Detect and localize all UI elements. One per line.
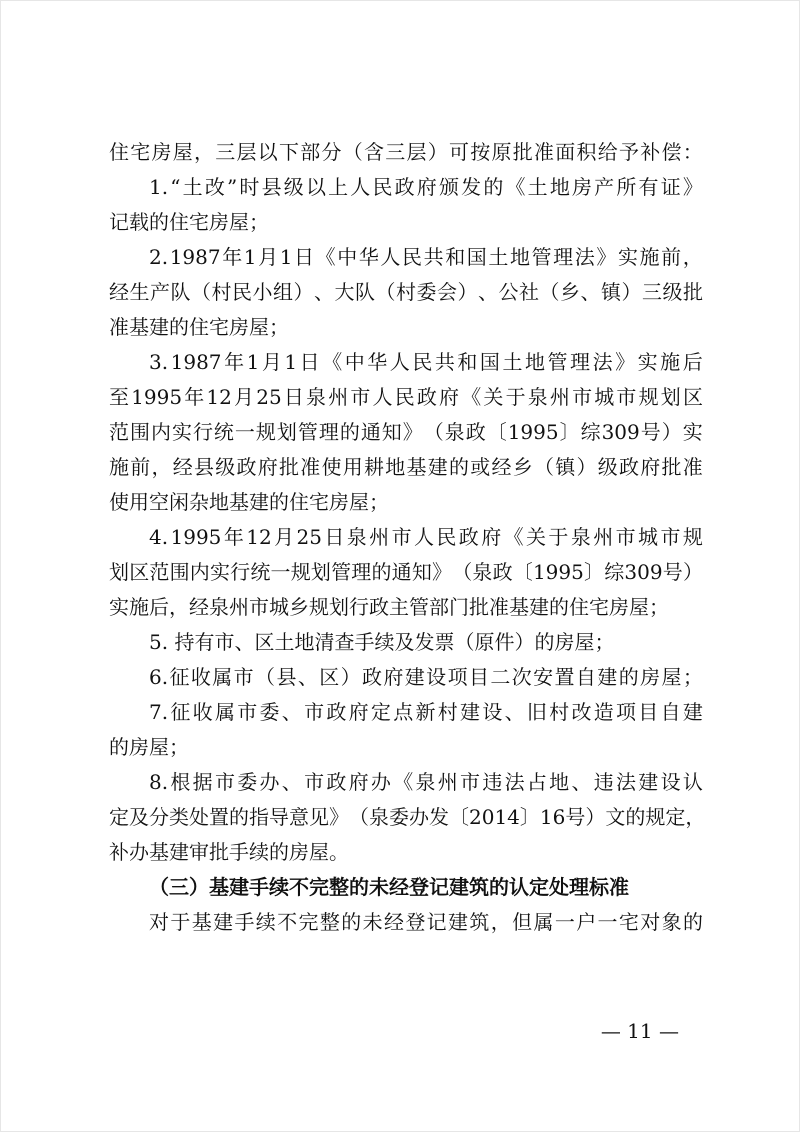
- body-text-line: 记载的住宅房屋；: [109, 210, 269, 234]
- body-text-line: 至 1995 年 12 月 25 日 泉 州 市 人 民 政 府 《 关 于 泉 州 市 城 市 规 划 区: [109, 385, 703, 409]
- body-text-line: 3. 1987 年 1 月 1 日 《 中 华 人 民 共 和 国 土 地 管 理 法 》 实 施 后: [149, 350, 703, 374]
- page-number: — 11 —: [600, 1019, 679, 1043]
- body-text-line: 定 及 分 类 处 置 的 指 导 意 见 》 （ 泉 委 办 发 〔 2014 〕 16 号 ） 文 的 规 定 ，: [109, 805, 706, 829]
- body-text-line: 对 于 基 建 手 续 不 完 整 的 未 经 登 记 建 筑 ， 但 属 一 户 一 宅 对 象 的: [149, 910, 703, 934]
- body-text-line: 范 围 内 实 行 统 一 规 划 管 理 的 通 知 》 （ 泉 政 〔 1995 〕 综 309 号 ） 实: [109, 420, 703, 444]
- document-body: [109, 135, 706, 940]
- body-text-line: 6. 征 收 属 市 （ 县 、 区 ） 政 府 建 设 项 目 二 次 安 置 自 建 的 房 屋 ；: [149, 665, 703, 689]
- body-text-line: 的房屋；: [109, 735, 189, 759]
- body-text-line: 使用空闲杂地基建的住宅房屋；: [109, 490, 389, 514]
- body-text-line: 经 生 产 队 （ 村 民 小 组 ） 、 大 队 （ 村 委 会 ） 、 公 社 （ 乡 、 镇 ） 三 级 批: [109, 280, 703, 304]
- body-text-line: 准基建的住宅房屋；: [109, 315, 289, 339]
- body-text-line: 8. 根 据 市 委 办 、 市 政 府 办 《 泉 州 市 违 法 占 地 、 违 法 建 设 认: [149, 770, 703, 794]
- body-text-line: 住 宅 房 屋 ， 三 层 以 下 部 分 （ 含 三 层 ） 可 按 原 批 准 面 积 给 予 补 偿 ：: [109, 140, 703, 164]
- body-text-line: 4. 1995 年 12 月 25 日 泉 州 市 人 民 政 府 《 关 于 泉 州 市 城 市 规: [149, 525, 703, 549]
- body-text-line: 5. 持有市、区土地清查手续及发票（原件）的房屋；: [149, 630, 615, 654]
- body-text-line: 补办基建审批手续的房屋。: [109, 840, 349, 864]
- body-text-line: 划 区 范 围 内 实 行 统 一 规 划 管 理 的 通 知 》 （ 泉 政 〔 1995 〕 综 309 号 ）: [109, 560, 703, 584]
- body-text-line: 实施后，经泉州市城乡规划行政主管部门批准基建的住宅房屋；: [109, 595, 669, 619]
- body-text-line: 7. 征 收 属 市 委 、 市 政 府 定 点 新 村 建 设 、 旧 村 改 造 项 目 自 建: [149, 700, 703, 724]
- body-text-line: 1. “ 土 改 ” 时 县 级 以 上 人 民 政 府 颁 发 的 《 土 地 房 产 所 有 证 》: [149, 175, 703, 199]
- body-text-line: 2. 1987 年 1 月 1 日 《 中 华 人 民 共 和 国 土 地 管 理 法 》 实 施 前 ，: [149, 245, 703, 269]
- section-heading: （三）基建手续不完整的未经登记建筑的认定处理标准: [149, 875, 629, 899]
- body-text-line: 施 前 ， 经 县 级 政 府 批 准 使 用 耕 地 基 建 的 或 经 乡 （ 镇 ） 级 政 府 批 准: [109, 455, 703, 479]
